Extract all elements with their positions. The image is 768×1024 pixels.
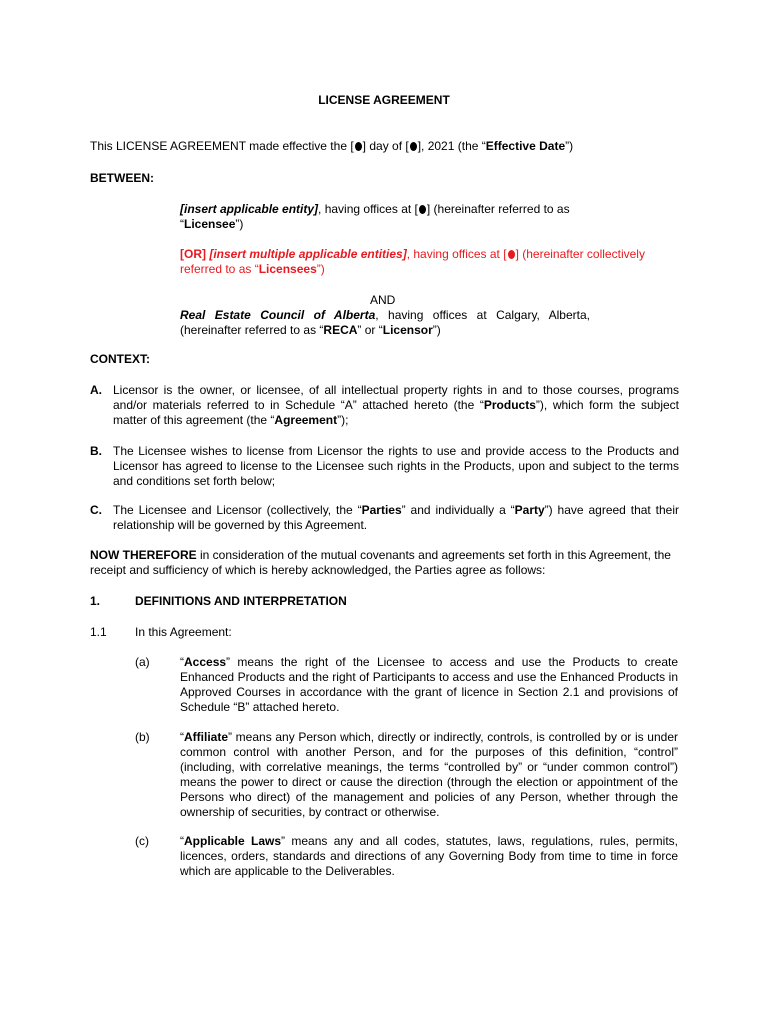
party-licensor-text-4: ”) [432,323,441,337]
party-licensee-line-2 [180,217,680,232]
intro-text-4: ”) [565,139,574,153]
party-licensee-line-1 [180,202,680,217]
between-heading: BETWEEN: [90,171,154,185]
quote-open: “ [180,217,184,231]
definition-c-text: ” means any and all codes, statutes, laws, regulations, rules, permits, licences, orders, standards and directions of any Governing Body from time to time in force which are applicable to the Deliverables. [180,834,678,878]
recital-c-label: C. [90,503,102,517]
recital-a-label: A. [90,383,102,397]
entity-placeholder: [insert applicable entity] [180,202,319,216]
licensee-term: Licensee [184,217,236,231]
intro-paragraph [90,139,690,154]
agreement-term: Agreement [274,413,338,427]
section-1-number: 1. [90,594,101,608]
recital-c-text-1: The Licensee and Licensor (collectively, the “ [113,503,362,517]
placeholder-bullet-icon [419,205,426,214]
quote-open: “ [180,730,184,744]
party-licensees-text-2: ] (hereinafter collectively [515,247,645,261]
quote-open: “ [180,834,184,848]
party-licensees-text-4: ”) [316,262,325,276]
intro-text-2: ] day of [ [362,139,409,153]
placeholder-bullet-icon [410,142,417,151]
recital-a-text-2: ”), which form the subject matter of this agreement (the “ [113,398,680,427]
and-separator: AND [370,293,396,307]
placeholder-bullet-icon [355,142,362,151]
quote-open: “ [180,655,184,669]
party-licensee-text-1: , having offices at [ [318,202,418,216]
placeholder-bullet-icon [508,250,515,259]
affiliate-term: Affiliate [184,730,229,744]
intro-text-1: This LICENSE AGREEMENT made effective the [ [90,139,354,153]
definition-c [180,834,678,879]
party-licensees-line-1 [180,247,685,262]
party-term: Party [514,503,545,517]
party-licensor-text-1: , having offices at Calgary, Alberta, [375,308,590,322]
now-therefore-paragraph [90,548,682,578]
definition-c-label: (c) [135,834,149,848]
effective-date-term: Effective Date [485,139,566,153]
definition-a-label: (a) [135,655,150,669]
recital-c-text-3: ”) have agreed that their relationship will be governed by this Agreement. [113,503,680,532]
parties-term: Parties [361,503,402,517]
intro-text-3: ], 2021 (the “ [417,139,486,153]
party-licensee [180,202,680,232]
recital-c-text-2: ” and individually a “ [401,503,515,517]
definition-a-text: ” means the right of the Licensee to access and use the Products to create Enhanced Products and the right of Participants to access and use the Enhanced Products in Approved Courses in accordance with the grant of licence in Section 2.1 and provisions of Schedule “B” attached hereto. [180,655,678,714]
recital-b: The Licensee wishes to license from Licensor the rights to use and provide access to the Products and Licensor has agreed to license to the Licensee such rights in the Products, upon and subject to the terms and conditions set forth below; [113,444,679,488]
party-licensor-text-3: ” or “ [357,323,383,337]
reca-name: Real Estate Council of Alberta [180,308,376,322]
licensor-term: Licensor [382,323,433,337]
document-title: LICENSE AGREEMENT [318,93,450,107]
definition-b-label: (b) [135,730,150,744]
reca-term: RECA [323,323,358,337]
party-licensees-line-2 [180,262,685,277]
now-therefore-text: in consideration of the mutual covenants and agreements set forth in this Agreement, the receipt and sufficiency of which is hereby acknowledged, the Parties agree as follows: [90,548,671,577]
party-licensor [180,308,590,338]
now-therefore-lead: NOW THEREFORE [90,548,197,562]
section-1-heading: DEFINITIONS AND INTERPRETATION [135,594,347,608]
access-term: Access [184,655,227,669]
entities-placeholder: [insert multiple applicable entities] [209,247,407,261]
party-licensees-alternative [180,247,685,277]
party-licensee-text-2: ] (hereinafter referred to as [426,202,570,216]
applicable-laws-term: Applicable Laws [184,834,282,848]
subsection-1-1-text: In this Agreement: [135,625,232,639]
licensees-term: Licensees [258,262,317,276]
definition-a [180,655,678,715]
or-marker: [OR] [180,247,206,261]
party-licensees-text-1: , having offices at [ [406,247,507,261]
recital-b-label: B. [90,444,102,458]
recital-a [113,383,679,428]
subsection-1-1-number: 1.1 [90,625,107,639]
definition-b [180,730,678,820]
quote-close: ”) [235,217,244,231]
recital-a-text-3: ”); [337,413,349,427]
context-heading: CONTEXT: [90,352,150,366]
recital-a-text-1: Licensor is the owner, or licensee, of all intellectual property rights in and to those courses, programs and/or materials referred to in Schedule “A” attached hereto (the “ [113,383,679,412]
party-licensor-line-1 [180,308,590,323]
products-term: Products [483,398,536,412]
party-licensees-text-3: referred to as “ [180,262,259,276]
party-licensor-text-2: (hereinafter referred to as “ [180,323,324,337]
recital-c [113,503,679,533]
definition-b-text: ” means any Person which, directly or indirectly, controls, is controlled by or is under common control with another Person, and for the purposes of this definition, “control” (including, with correlative meanings, the terms “controlled by” or “under common control”) means the power to direct or cause the direction (through the election or appointment of the Persons who direct) of the management and policies of any Person, whether through the ownership of securities, by contract or otherwise. [180,730,678,819]
party-licensor-line-2 [180,323,590,338]
